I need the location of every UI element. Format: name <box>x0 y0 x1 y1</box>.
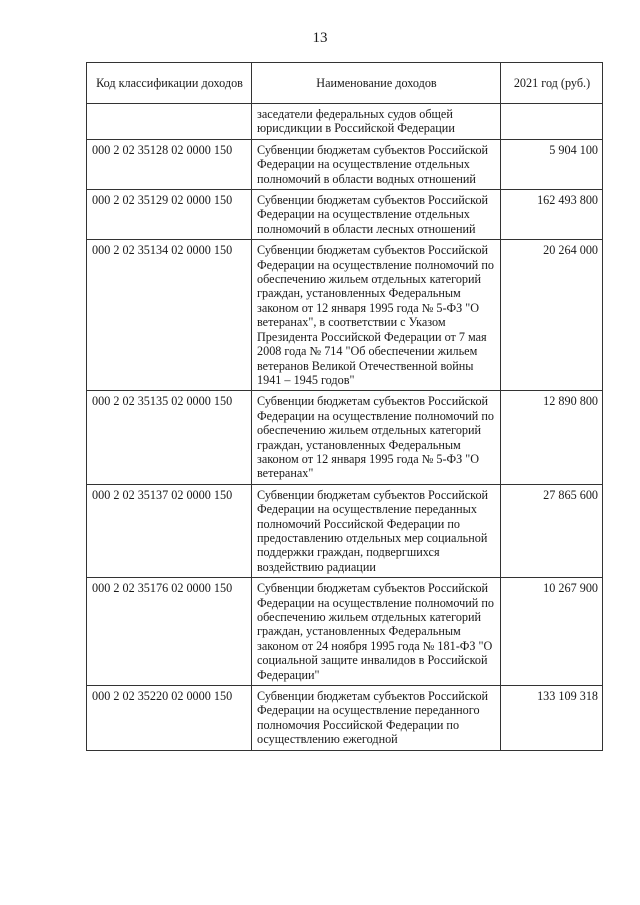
row-amount: 20 264 000 <box>501 240 603 391</box>
table-row <box>87 578 603 686</box>
row-amount: 10 267 900 <box>501 578 603 686</box>
row-code: 000 2 02 35220 02 0000 150 <box>87 686 252 751</box>
row-code: 000 2 02 35137 02 0000 150 <box>87 484 252 577</box>
row-name: Субвенции бюджетам субъектов Российской Федерации на осуществление отдельных полномочий в области лесных отношений <box>252 190 501 240</box>
row-amount: 162 493 800 <box>501 190 603 240</box>
row-code <box>87 104 252 140</box>
row-code: 000 2 02 35135 02 0000 150 <box>87 391 252 484</box>
row-amount <box>501 104 603 140</box>
row-name: заседатели федеральных судов общей юрисдикции в Российской Федерации <box>252 104 501 140</box>
row-code: 000 2 02 35128 02 0000 150 <box>87 139 252 189</box>
row-name: Субвенции бюджетам субъектов Российской Федерации на осуществление переданных полномочий Российской Федерации по предоставлению отдельных мер социальной поддержки граждан, подвергшихся воздействию радиации <box>252 484 501 577</box>
table-header <box>87 63 603 104</box>
table-row <box>87 240 603 391</box>
row-amount: 5 904 100 <box>501 139 603 189</box>
row-code: 000 2 02 35134 02 0000 150 <box>87 240 252 391</box>
row-amount: 133 109 318 <box>501 686 603 751</box>
table-row <box>87 391 603 484</box>
table-body <box>87 104 603 751</box>
page-number: 13 <box>312 30 328 46</box>
row-name: Субвенции бюджетам субъектов Российской Федерации на осуществление отдельных полномочий в области водных отношений <box>252 139 501 189</box>
row-name: Субвенции бюджетам субъектов Российской Федерации на осуществление полномочий по обеспечению жильем отдельных категорий граждан, установленных Федеральным законом от 24 ноября 1995 года № 181-ФЗ "О социальной защите инвалидов в Российской Федерации" <box>252 578 501 686</box>
header-code: Код классификации доходов <box>87 63 252 104</box>
table-row <box>87 484 603 577</box>
table-row <box>87 139 603 189</box>
table-row <box>87 190 603 240</box>
row-amount: 27 865 600 <box>501 484 603 577</box>
row-code: 000 2 02 35176 02 0000 150 <box>87 578 252 686</box>
header-row <box>87 63 603 104</box>
table-row <box>87 686 603 751</box>
header-name: Наименование доходов <box>252 63 501 104</box>
row-name: Субвенции бюджетам субъектов Российской Федерации на осуществление полномочий по обеспечению жильем отдельных категорий граждан, установленных Федеральным законом от 12 января 1995 года № 5-ФЗ "О ветеранах", в соответствии с Указом Президента Российской Федерации от 7 мая 2008 года № 714 "Об обеспечении жильем ветеранов Великой Отечественной войны 1941 – 1945 годов" <box>252 240 501 391</box>
income-table <box>86 62 603 751</box>
header-amount: 2021 год (руб.) <box>501 63 603 104</box>
row-name: Субвенции бюджетам субъектов Российской Федерации на осуществление полномочий по обеспечению жильем отдельных категорий граждан, установленных Федеральным законом от 12 января 1995 года № 5-ФЗ "О ветеранах" <box>252 391 501 484</box>
row-code: 000 2 02 35129 02 0000 150 <box>87 190 252 240</box>
table-row <box>87 104 603 140</box>
row-name: Субвенции бюджетам субъектов Российской Федерации на осуществление переданного полномочия Российской Федерации по осуществлению ежегодной <box>252 686 501 751</box>
row-amount: 12 890 800 <box>501 391 603 484</box>
